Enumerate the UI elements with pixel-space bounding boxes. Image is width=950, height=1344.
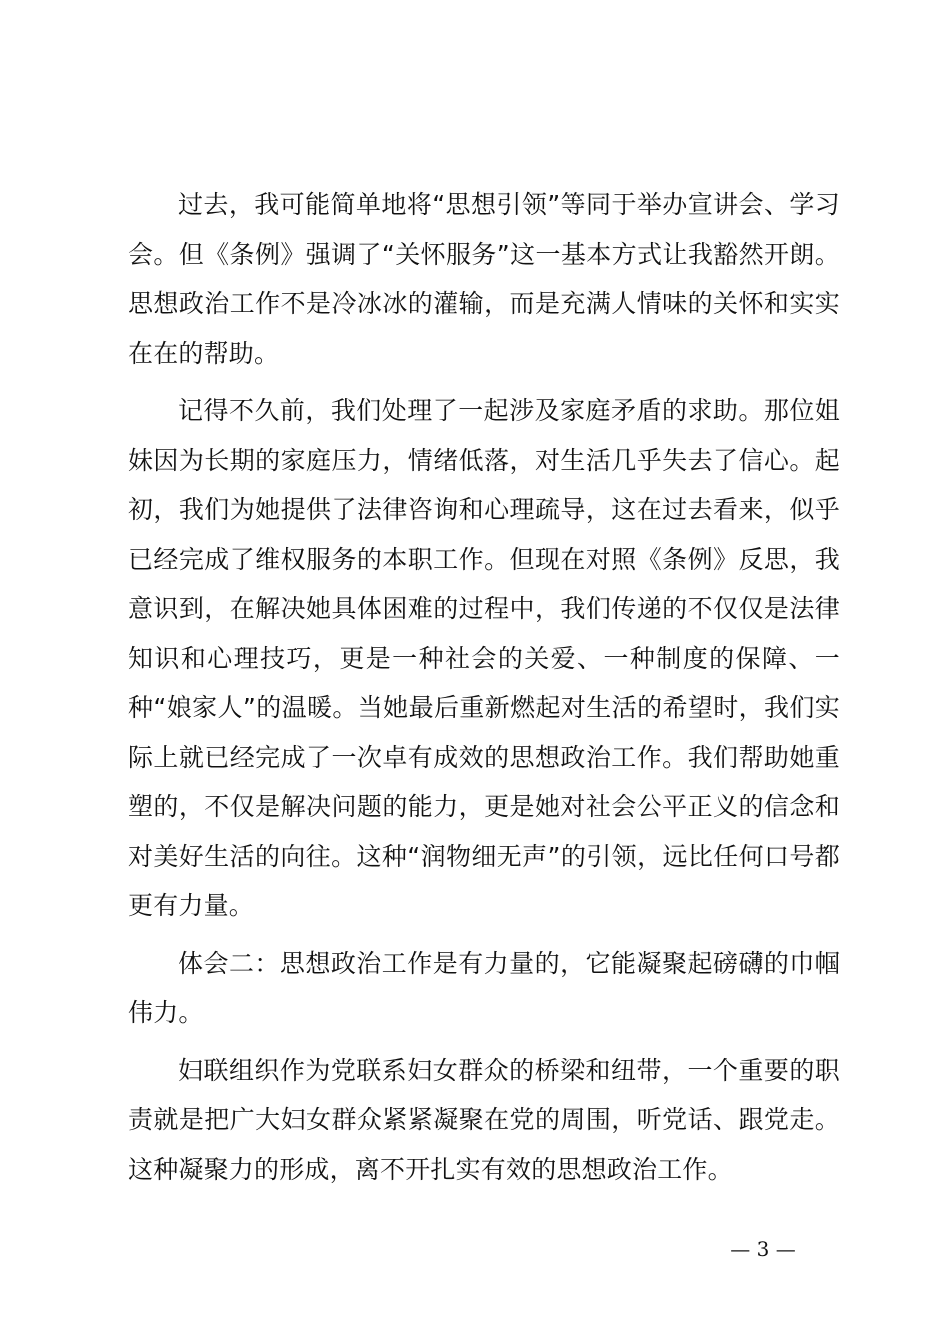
document-body <box>128 180 840 1202</box>
paragraph-reflection-intro: 过去，我可能简单地将“思想引领”等同于举办宣讲会、学习会。但《条例》强调了“关怀服务”这一基本方式让我豁然开朗。思想政治工作不是冷冰冰的灌输，而是充满人情味的关怀和实实在在的帮助。 <box>128 190 840 368</box>
paragraph-cohesion: 妇联组织作为党联系妇女群众的桥梁和纽带，一个重要的职责就是把广大妇女群众紧紧凝聚在党的周围，听党话、跟党走。这种凝聚力的形成，离不开扎实有效的思想政治工作。 <box>128 1055 840 1184</box>
paragraph-insight-two-heading: 体会二：思想政治工作是有力量的，它能凝聚起磅礴的巾帼伟力。 <box>128 948 840 1027</box>
page-number: — 3 — <box>730 1237 796 1261</box>
paragraph-case-story: 记得不久前，我们处理了一起涉及家庭矛盾的求助。那位姐妹因为长期的家庭压力，情绪低落，对生活几乎失去了信心。起初，我们为她提供了法律咨询和心理疏导，这在过去看来，似乎已经完成了维权服务的本职工作。但现在对照《条例》反思，我意识到，在解决她具体困难的过程中，我们传递的不仅仅是法律知识和心理技巧，更是一种社会的关爱、一种制度的保障、一种“娘家人”的温暖。当她最后重新燃起对生活的希望时，我们实际上就已经完成了一次卓有成效的思想政治工作。我们帮助她重塑的，不仅是解决问题的能力，更是她对社会公平正义的信念和对美好生活的向往。这种“润物细无声”的引领，远比任何口号都更有力量。 <box>128 396 840 920</box>
